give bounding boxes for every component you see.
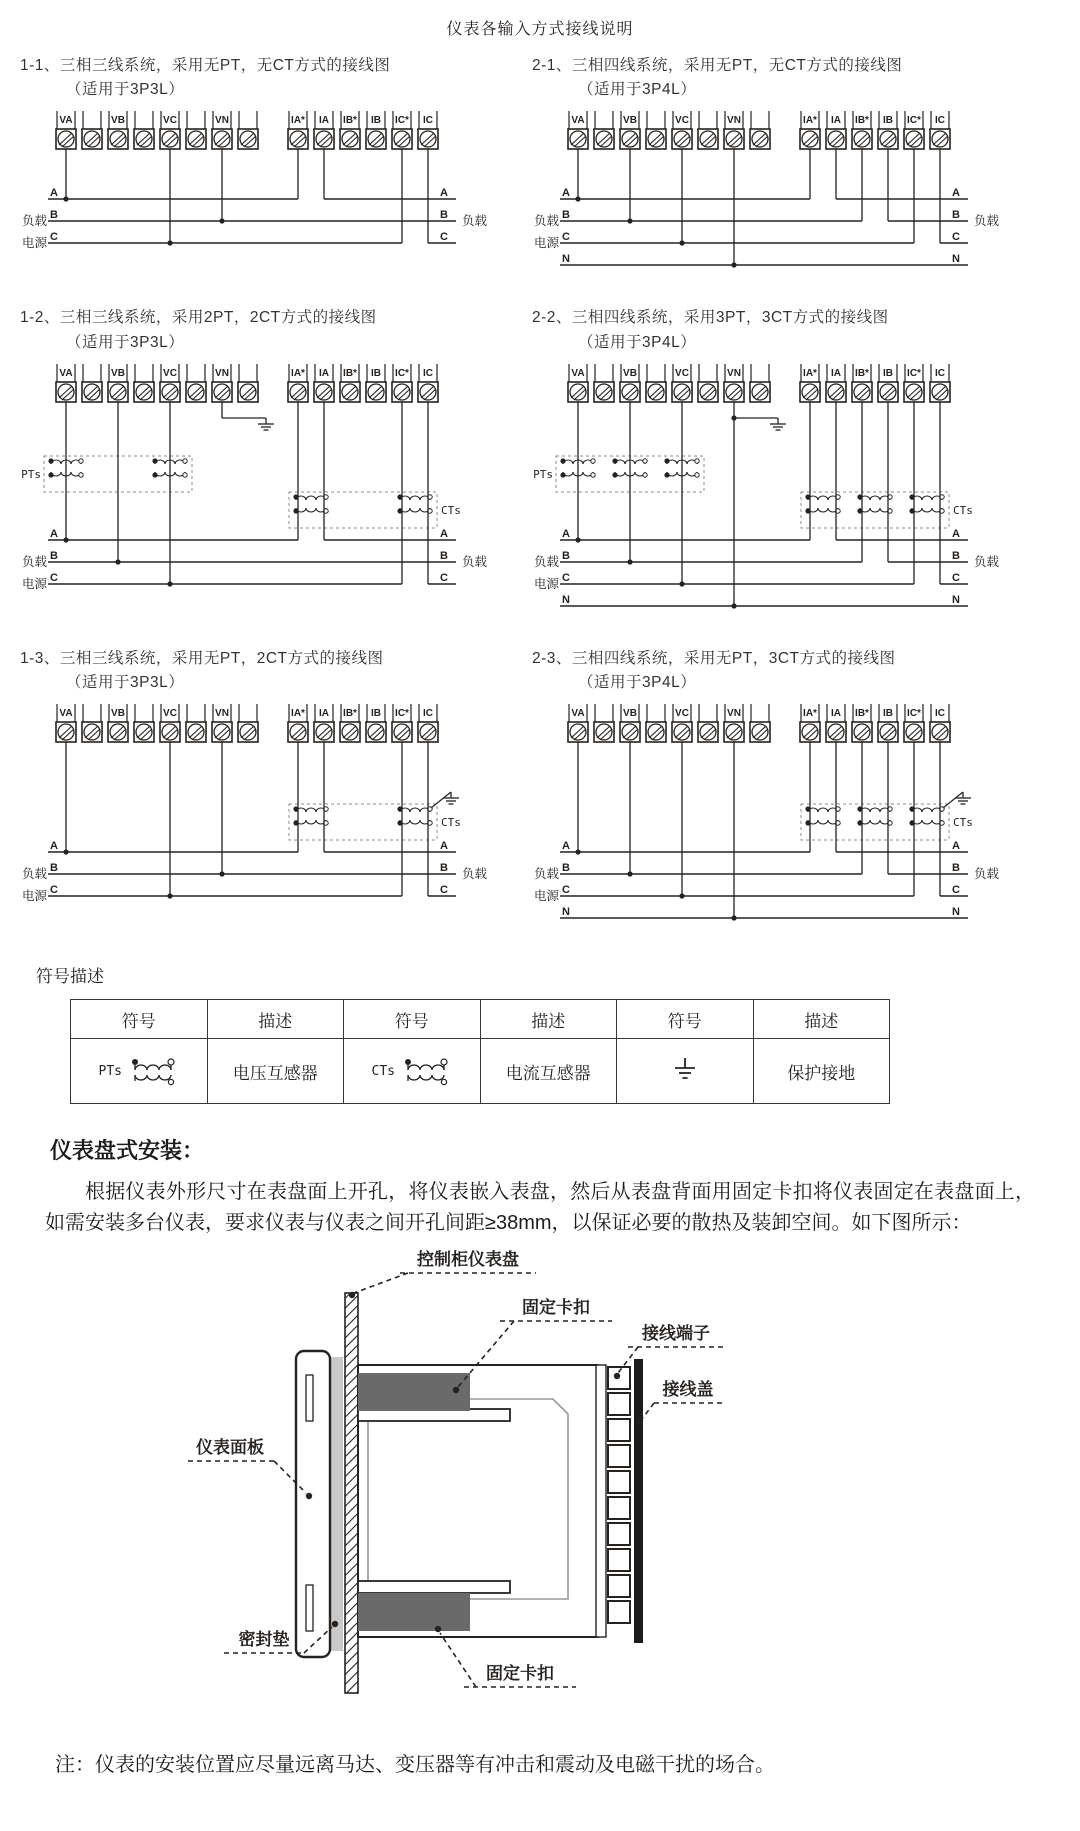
diagram-heading: 2-1、三相四线系统，采用无PT，无CT方式的接线图 <box>532 57 903 74</box>
diagram-text: B <box>562 549 570 562</box>
diagram-text: C <box>562 231 570 244</box>
diagram-text: IB <box>371 708 381 720</box>
diagram-text: B <box>50 862 58 875</box>
leader-dot <box>636 1419 642 1425</box>
diagram-text: A <box>440 527 448 540</box>
diagram-text: B <box>440 549 448 562</box>
diagram-text: B <box>952 549 960 562</box>
wiring-section-1-3 <box>20 648 510 934</box>
diagram-text: B <box>50 549 58 562</box>
ct-symbol-cell <box>344 1039 481 1104</box>
pt-symbol-cell <box>71 1039 208 1104</box>
leader-dot <box>306 1493 312 1499</box>
diagram-text: N <box>952 593 960 606</box>
diagram-text: IC* <box>395 367 409 379</box>
diagram-text: 负载 <box>462 214 488 229</box>
diagram-text: IC <box>935 115 945 127</box>
diagram-text: VA <box>571 708 585 720</box>
diagram-text: A <box>50 840 58 853</box>
diagram-text: PTs <box>21 467 41 481</box>
ground-desc: 保护接地 <box>753 1039 890 1104</box>
diagram-text: IA <box>319 115 329 127</box>
diagram-text: A <box>952 187 960 200</box>
diagram-text: IC <box>423 708 433 720</box>
diagram-text: C <box>50 571 58 584</box>
ct-desc: 电流互感器 <box>480 1039 617 1104</box>
wiring-diagram-1-2 <box>20 360 490 600</box>
diagram-text: A <box>562 840 570 853</box>
label-clip-top: 固定卡扣 <box>522 1298 590 1318</box>
bezel-slot <box>306 1585 313 1631</box>
diagram-text: CTs <box>953 816 973 830</box>
cabinet-panel-bar <box>345 1293 358 1693</box>
pt-coil-icon <box>127 1054 179 1088</box>
diagram-text: IC* <box>907 115 921 127</box>
wiring-diagram-2-1 <box>532 107 1002 281</box>
diagram-text: N <box>952 253 960 266</box>
diagram-text: B <box>952 209 960 222</box>
diagram-text: IB <box>883 367 893 379</box>
diagram-text: VN <box>727 708 741 720</box>
diagram-text: 电源 <box>534 236 560 251</box>
diagram-text: IB <box>883 708 893 720</box>
diagrams-grid <box>0 55 1080 960</box>
wiring-diagram-1-1 <box>20 107 490 259</box>
diagram-text: VC <box>675 115 689 127</box>
diagram-text: IA <box>319 367 329 379</box>
leader-dot <box>332 1621 338 1627</box>
diagram-heading: 2-3、三相四线系统，采用无PT，3CT方式的接线图 <box>532 649 896 667</box>
diagram-text: IC* <box>907 708 921 720</box>
diagram-text: C <box>440 231 448 244</box>
wiring-section-2-2 <box>532 307 1022 621</box>
bottom-note: 注：仪表的安装位置应尽量远离马达、变压器等有冲击和震动及电磁干扰的场合。 <box>55 1754 775 1777</box>
diagram-subtitle: （适用于3P3L） <box>66 81 185 99</box>
terminal-rear <box>596 1365 606 1637</box>
wiring-section-1-1 <box>20 55 510 281</box>
diagram-text: IA* <box>291 367 305 379</box>
symbols-heading: 符号描述 <box>36 967 104 987</box>
diagram-text: IA <box>831 115 841 127</box>
diagram-text: VB <box>111 115 125 127</box>
diagram-text: IB* <box>855 708 869 720</box>
diagram-text: CTs <box>441 503 461 517</box>
leader-dot <box>435 1626 441 1632</box>
diagram-text: N <box>562 253 570 266</box>
diagram-text: VB <box>623 367 637 379</box>
diagram-text: CTs <box>953 503 973 517</box>
diagram-text: 电源 <box>22 236 48 251</box>
diagram-text: IB <box>883 115 893 127</box>
diagram-text: A <box>440 187 448 200</box>
leader-line <box>642 1403 654 1419</box>
symbols-data-row <box>71 1039 890 1104</box>
ground-icon <box>671 1056 699 1082</box>
diagram-text: IC <box>935 367 945 379</box>
diagram-text: C <box>952 231 960 244</box>
diagram-text: 负载 <box>462 867 488 882</box>
diagram-text: B <box>440 209 448 222</box>
diagram-text: PTs <box>533 467 553 481</box>
diagram-text: C <box>562 884 570 897</box>
wiring-diagram-2-3 <box>532 700 1002 934</box>
diagram-text: VA <box>59 115 73 127</box>
diagram-text: VC <box>163 367 177 379</box>
wiring-section-2-3 <box>532 648 1022 934</box>
diagram-text: VA <box>571 367 585 379</box>
diagram-text: 电源 <box>22 889 48 904</box>
diagram-text: B <box>440 862 448 875</box>
diagram-text: 负载 <box>22 554 48 569</box>
diagram-text: IB <box>371 115 381 127</box>
symbols-table <box>70 999 890 1104</box>
fixing-clip-bottom <box>358 1593 470 1631</box>
diagram-text: A <box>440 840 448 853</box>
diagram-text: C <box>50 884 58 897</box>
col-symbol: 符号 <box>344 1000 481 1039</box>
bezel-slot <box>306 1375 313 1421</box>
diagram-text: 电源 <box>534 889 560 904</box>
col-symbol: 符号 <box>71 1000 208 1039</box>
diagram-text: C <box>440 571 448 584</box>
diagram-text: VN <box>215 367 229 379</box>
diagram-text: A <box>50 187 58 200</box>
diagram-text: IC* <box>907 367 921 379</box>
diagram-text: VN <box>215 708 229 720</box>
fixing-clip-top <box>358 1373 470 1411</box>
diagram-text: VA <box>571 115 585 127</box>
diagram-text: B <box>50 209 58 222</box>
diagram-text: IC* <box>395 115 409 127</box>
diagram-heading: 1-1、三相三线系统，采用无PT，无CT方式的接线图 <box>20 57 391 74</box>
diagram-text: VC <box>675 708 689 720</box>
diagram-text: VC <box>163 708 177 720</box>
diagram-text: 负载 <box>22 867 48 882</box>
diagram-text: VN <box>215 115 229 127</box>
leader-dot <box>453 1387 459 1393</box>
wiring-diagram-2-2 <box>532 360 1002 622</box>
diagram-text: B <box>952 862 960 875</box>
col-symbol: 符号 <box>617 1000 754 1039</box>
diagram-text: IC* <box>395 708 409 720</box>
terminal-cover-bar <box>634 1359 643 1643</box>
label-clip-bottom: 固定卡扣 <box>486 1664 554 1684</box>
wiring-section-2-1 <box>532 55 1022 281</box>
diagram-text: IB <box>371 367 381 379</box>
wiring-section-1-2 <box>20 307 510 621</box>
ct-symbol-label: CTs <box>371 1063 395 1079</box>
meter-window <box>368 1399 568 1599</box>
wiring-diagram-1-3 <box>20 700 490 912</box>
diagram-text: VB <box>623 115 637 127</box>
diagram-text: VB <box>111 708 125 720</box>
diagram-text: C <box>440 884 448 897</box>
diagram-text: 负载 <box>534 867 560 882</box>
diagram-text: VC <box>163 115 177 127</box>
diagram-text: IC <box>935 708 945 720</box>
diagram-subtitle: （适用于3P4L） <box>578 81 697 99</box>
diagram-text: 负载 <box>534 554 560 569</box>
col-desc: 描述 <box>480 1000 617 1039</box>
col-desc: 描述 <box>753 1000 890 1039</box>
diagram-text: N <box>952 906 960 919</box>
terminal-block <box>608 1367 630 1623</box>
diagram-text: 负载 <box>22 214 48 229</box>
diagram-text: 负载 <box>534 214 560 229</box>
label-gasket: 密封垫 <box>238 1630 290 1650</box>
diagram-text: IA* <box>803 367 817 379</box>
label-front-panel: 仪表面板 <box>196 1438 264 1458</box>
leader-line <box>440 1633 476 1687</box>
diagram-text: IB* <box>343 115 357 127</box>
diagram-text: IB* <box>855 115 869 127</box>
diagram-text: C <box>50 231 58 244</box>
diagram-text: IA <box>831 367 841 379</box>
diagram-text: IC <box>423 115 433 127</box>
label-terminals: 接线端子 <box>642 1324 710 1344</box>
diagram-text: VA <box>59 367 73 379</box>
diagram-text: IA* <box>291 708 305 720</box>
leader-line <box>354 1273 408 1293</box>
diagram-text: IA <box>831 708 841 720</box>
col-desc: 描述 <box>207 1000 344 1039</box>
page-title: 仪表各输入方式接线说明 <box>446 21 634 38</box>
diagram-text: 负载 <box>462 554 488 569</box>
diagram-text: VB <box>623 708 637 720</box>
ground-symbol-cell <box>617 1039 754 1104</box>
diagram-text: IA* <box>803 708 817 720</box>
diagram-text: IB* <box>343 708 357 720</box>
diagram-text: A <box>952 527 960 540</box>
symbols-header-row <box>71 1000 890 1039</box>
label-cabinet-panel: 控制柜仪表盘 <box>417 1250 519 1270</box>
diagram-text: 电源 <box>534 576 560 591</box>
diagram-text: A <box>562 527 570 540</box>
install-figure-wrap <box>168 1247 1080 1722</box>
diagram-text: VN <box>727 115 741 127</box>
case-rail-bottom <box>358 1581 510 1593</box>
install-paragraph: 根据仪表外形尺寸在表盘面上开孔，将仪表嵌入表盘，然后从表盘背面用固定卡扣将仪表固定在表盘面上，如需安装多台仪表，要求仪表与仪表之间开孔间距≥38mm，以保证必要的散热及装卸空间。如下图所示： <box>45 1181 1035 1235</box>
diagram-subtitle: （适用于3P3L） <box>66 674 185 692</box>
ct-coil-icon <box>400 1054 452 1088</box>
diagram-text: IA* <box>803 115 817 127</box>
diagram-text: IB* <box>855 367 869 379</box>
diagram-text: 负载 <box>974 867 1000 882</box>
diagram-text: VB <box>111 367 125 379</box>
diagram-text: C <box>562 571 570 584</box>
leader-dot <box>614 1373 620 1379</box>
diagram-heading: 1-3、三相三线系统，采用无PT，2CT方式的接线图 <box>20 649 384 667</box>
label-cover: 接线盖 <box>662 1380 714 1400</box>
diagram-text: C <box>952 884 960 897</box>
diagram-text: B <box>562 862 570 875</box>
diagram-text: 电源 <box>22 576 48 591</box>
diagram-subtitle: （适用于3P4L） <box>578 333 697 351</box>
diagram-text: N <box>562 906 570 919</box>
diagram-text: IA <box>319 708 329 720</box>
diagram-text: A <box>50 527 58 540</box>
diagram-text: CTs <box>441 816 461 830</box>
diagram-text: A <box>562 187 570 200</box>
diagram-text: A <box>952 840 960 853</box>
diagram-text: 负载 <box>974 554 1000 569</box>
diagram-subtitle: （适用于3P3L） <box>66 333 185 351</box>
diagram-text: IB* <box>343 367 357 379</box>
pt-symbol-label: PTs <box>98 1063 122 1079</box>
diagram-text: VA <box>59 708 73 720</box>
diagram-heading: 2-2、三相四线系统，采用3PT，3CT方式的接线图 <box>532 309 889 327</box>
pt-desc: 电压互感器 <box>207 1039 344 1104</box>
diagram-text: IA* <box>291 115 305 127</box>
diagram-text: VN <box>727 367 741 379</box>
diagram-heading: 1-2、三相三线系统，采用2PT，2CT方式的接线图 <box>20 309 377 327</box>
diagram-text: VC <box>675 367 689 379</box>
installation-figure <box>168 1247 728 1717</box>
install-heading: 仪表盘式安装： <box>50 1138 205 1164</box>
leader-dot <box>349 1292 355 1298</box>
diagram-text: N <box>562 593 570 606</box>
diagram-text: C <box>952 571 960 584</box>
diagram-text: 负载 <box>974 214 1000 229</box>
diagram-text: B <box>562 209 570 222</box>
diagram-subtitle: （适用于3P4L） <box>578 674 697 692</box>
gasket-strip <box>330 1357 343 1651</box>
diagram-text: IC <box>423 367 433 379</box>
